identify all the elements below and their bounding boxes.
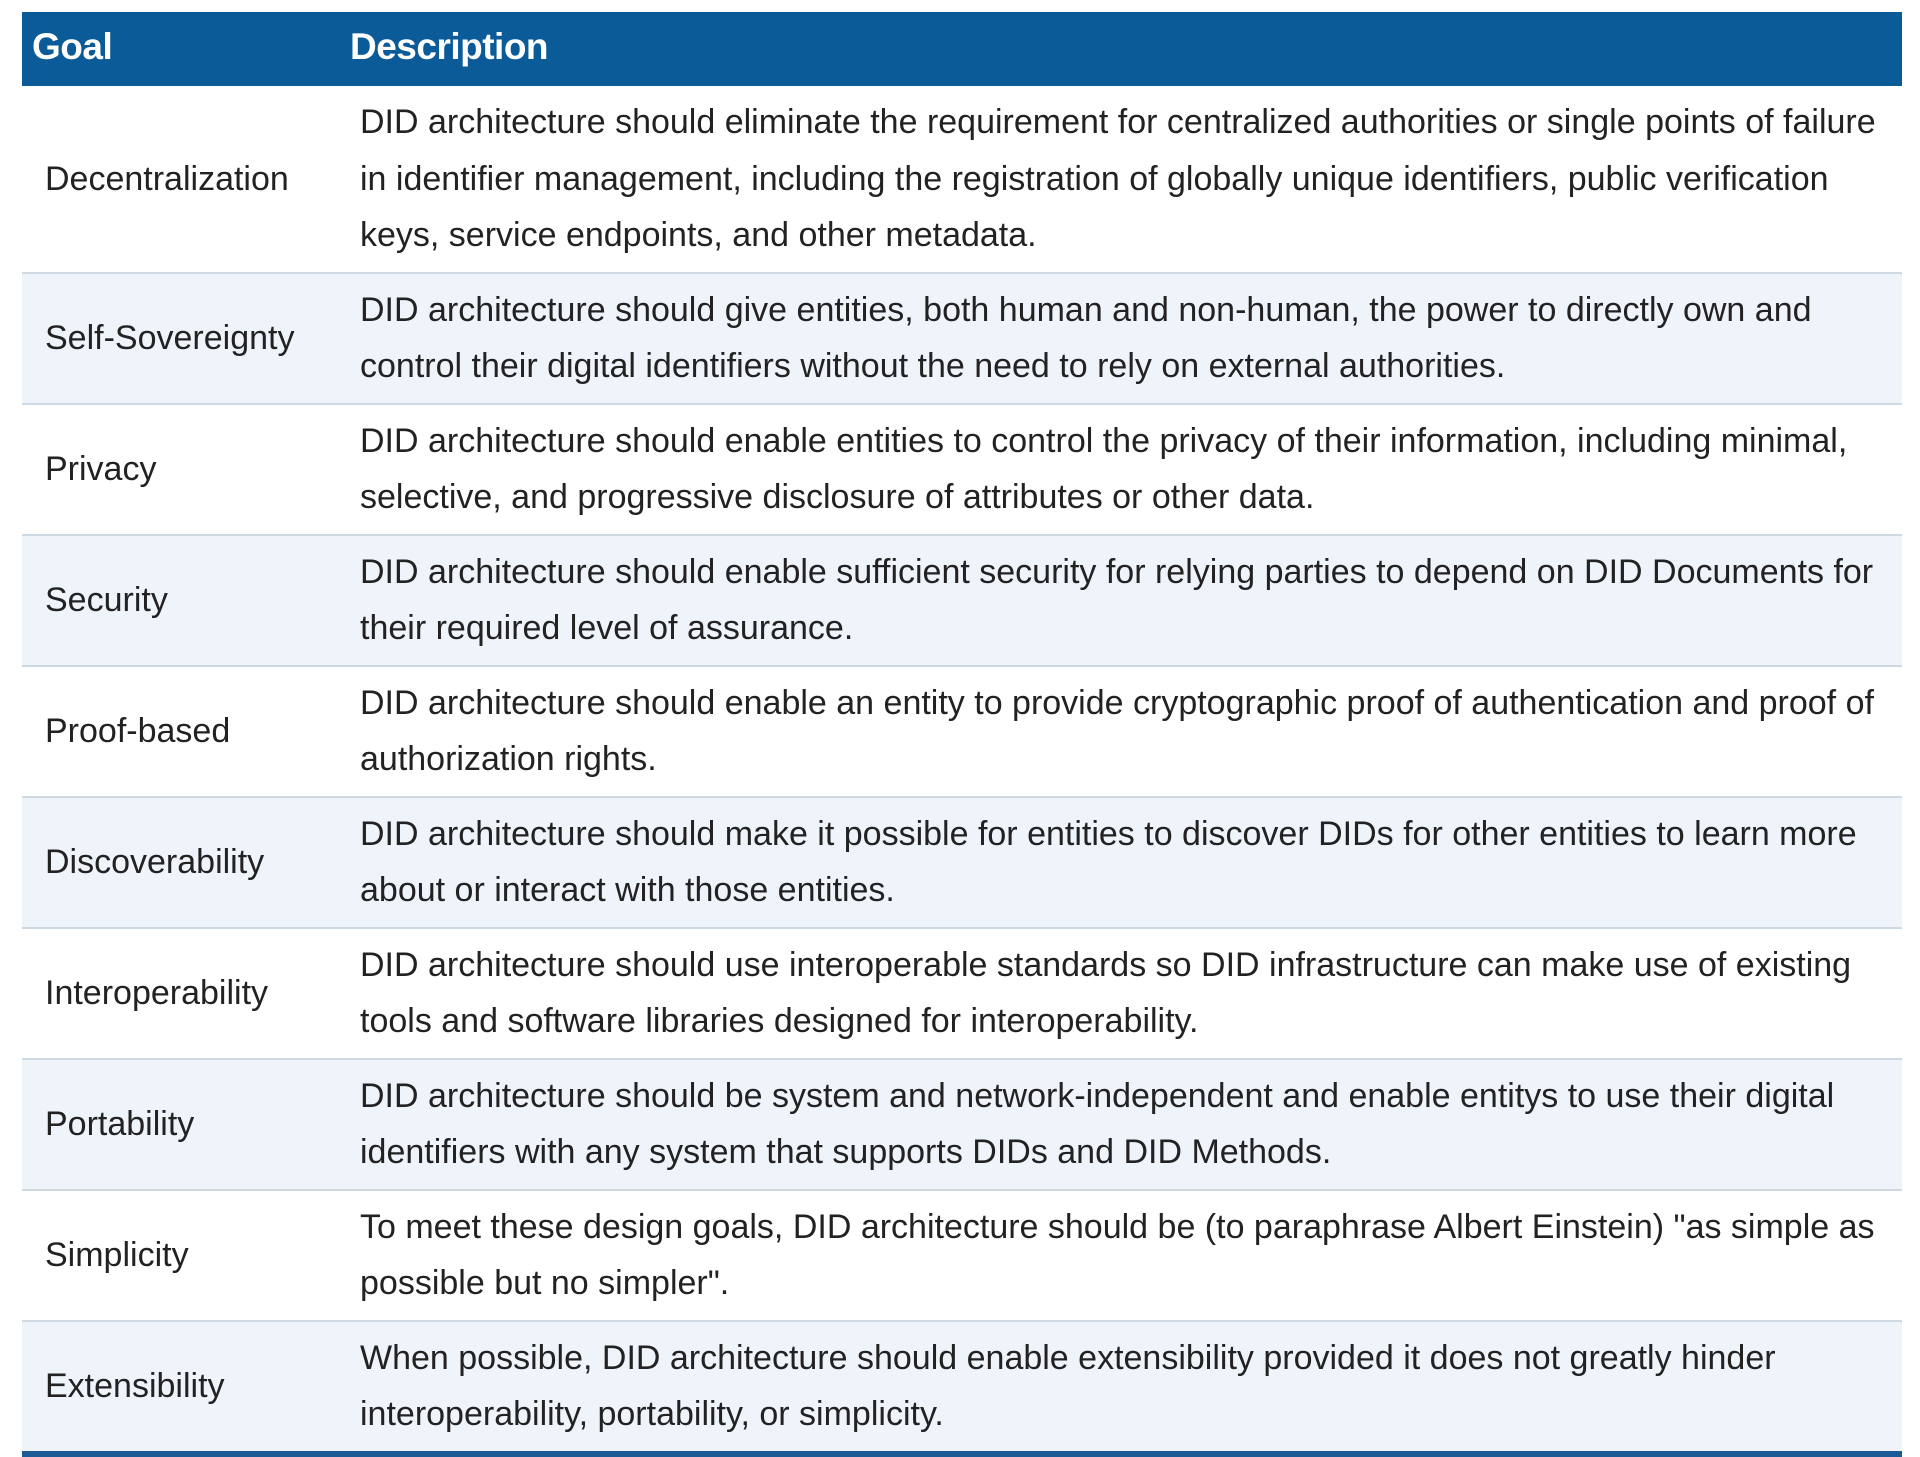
table-row	[22, 797, 1902, 928]
goal-cell: Decentralization	[22, 86, 340, 273]
description-cell: DID architecture should enable entities to control the privacy of their information, including minimal, selective, and progressive disclosure of attributes or other data.	[340, 404, 1902, 535]
goal-cell: Security	[22, 535, 340, 666]
description-cell: When possible, DID architecture should enable extensibility provided it does not greatly hinder interoperability, portability, or simplicity.	[340, 1321, 1902, 1454]
did-design-goals-table	[22, 12, 1902, 1457]
goal-cell: Self-Sovereignty	[22, 273, 340, 404]
table-row	[22, 1321, 1902, 1454]
table-row	[22, 666, 1902, 797]
goal-cell: Portability	[22, 1059, 340, 1190]
table-header	[22, 12, 1902, 86]
description-cell: To meet these design goals, DID architecture should be (to paraphrase Albert Einstein) "as simple as possible but no simpler".	[340, 1190, 1902, 1321]
table-row	[22, 86, 1902, 273]
goal-cell: Privacy	[22, 404, 340, 535]
goal-cell: Simplicity	[22, 1190, 340, 1321]
table-row	[22, 273, 1902, 404]
description-cell: DID architecture should be system and network-independent and enable entitys to use their digital identifiers with any system that supports DIDs and DID Methods.	[340, 1059, 1902, 1190]
header-row	[22, 12, 1902, 86]
goal-cell: Discoverability	[22, 797, 340, 928]
description-cell: DID architecture should make it possible for entities to discover DIDs for other entities to learn more about or interact with those entities.	[340, 797, 1902, 928]
description-cell: DID architecture should enable sufficient security for relying parties to depend on DID Documents for their required level of assurance.	[340, 535, 1902, 666]
description-cell: DID architecture should eliminate the requirement for centralized authorities or single points of failure in identifier management, including the registration of globally unique identifiers, public verification keys, service endpoints, and other metadata.	[340, 86, 1902, 273]
table-body	[22, 86, 1902, 1454]
table-row	[22, 404, 1902, 535]
goal-column-header: Goal	[22, 12, 340, 86]
description-cell: DID architecture should give entities, both human and non-human, the power to directly own and control their digital identifiers without the need to rely on external authorities.	[340, 273, 1902, 404]
table-row	[22, 1059, 1902, 1190]
description-cell: DID architecture should enable an entity to provide cryptographic proof of authentication and proof of authorization rights.	[340, 666, 1902, 797]
goal-cell: Proof-based	[22, 666, 340, 797]
goal-cell: Interoperability	[22, 928, 340, 1059]
description-cell: DID architecture should use interoperable standards so DID infrastructure can make use of existing tools and software libraries designed for interoperability.	[340, 928, 1902, 1059]
goal-cell: Extensibility	[22, 1321, 340, 1454]
table-row	[22, 1190, 1902, 1321]
table-row	[22, 535, 1902, 666]
table-row	[22, 928, 1902, 1059]
description-column-header: Description	[340, 12, 1902, 86]
